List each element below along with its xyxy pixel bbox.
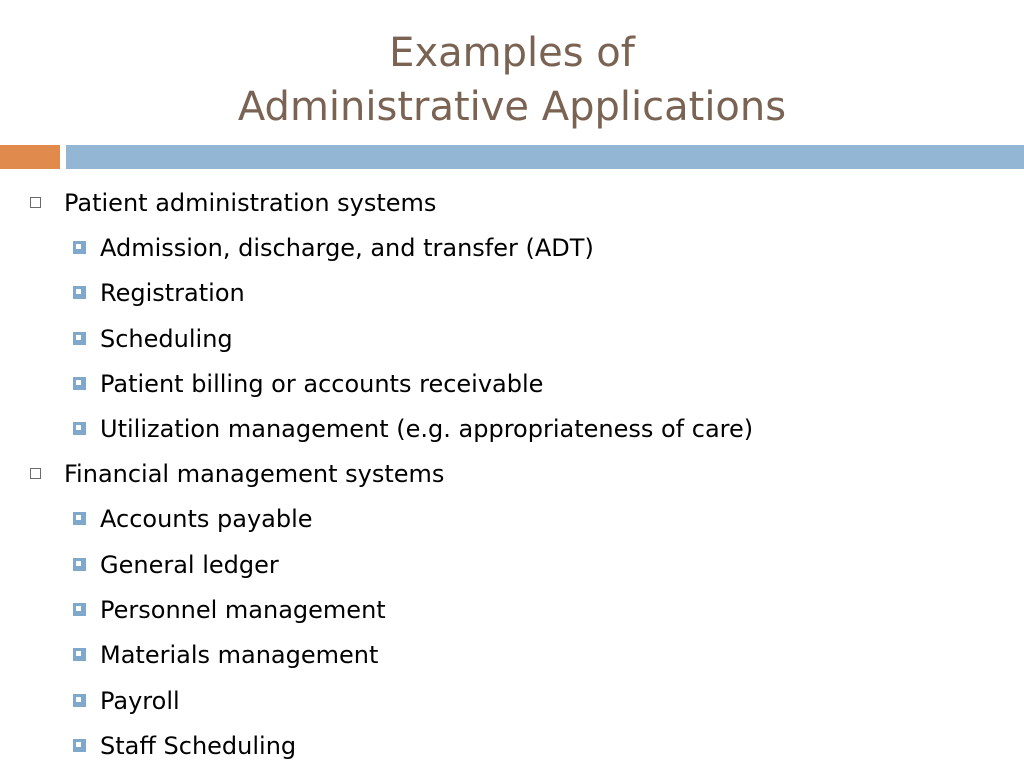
square-bullet-center bbox=[76, 244, 81, 249]
bullet-list bbox=[0, 184, 1024, 768]
square-bullet-center bbox=[76, 651, 81, 656]
list-item-text: Admission, discharge, and transfer (ADT) bbox=[100, 234, 594, 262]
list-item bbox=[0, 320, 1024, 365]
hollow-square-bullet-icon bbox=[30, 197, 41, 208]
square-bullet-icon bbox=[73, 603, 86, 616]
list-item-text: Patient billing or accounts receivable bbox=[100, 369, 544, 398]
square-bullet-icon bbox=[73, 558, 86, 571]
square-bullet-center bbox=[76, 335, 81, 340]
list-item bbox=[0, 591, 1024, 636]
list-item-text: Utilization management (e.g. appropriateness of care) bbox=[100, 415, 754, 444]
square-bullet-center bbox=[76, 697, 81, 702]
list-item bbox=[0, 365, 1024, 410]
list-item bbox=[0, 727, 1024, 768]
square-bullet-center bbox=[76, 289, 81, 294]
list-item bbox=[0, 500, 1024, 545]
square-bullet-icon bbox=[73, 241, 86, 254]
title-line-1: Examples of bbox=[389, 30, 635, 76]
list-item bbox=[0, 229, 1024, 274]
square-bullet-center bbox=[76, 425, 81, 430]
list-item-text: General ledger bbox=[100, 550, 279, 579]
list-item-text: Payroll bbox=[100, 686, 180, 715]
title-line-2: Administrative Applications bbox=[237, 84, 787, 130]
list-item bbox=[0, 274, 1024, 319]
square-bullet-icon bbox=[73, 648, 86, 661]
section-label: Financial management systems bbox=[64, 460, 445, 489]
list-item-section bbox=[0, 184, 1024, 229]
square-bullet-center bbox=[76, 561, 81, 566]
square-bullet-icon bbox=[73, 422, 86, 435]
list-item-section bbox=[0, 455, 1024, 500]
hollow-square-bullet-icon bbox=[30, 468, 41, 479]
slide-title bbox=[0, 26, 1024, 134]
list-item-text: Staff Scheduling bbox=[100, 731, 297, 760]
list-item-text: Registration bbox=[100, 279, 245, 308]
list-item-text: Accounts payable bbox=[100, 505, 313, 534]
accent-bar bbox=[0, 145, 60, 169]
section-label: Patient administration systems bbox=[64, 189, 437, 217]
list-item bbox=[0, 546, 1024, 591]
list-item bbox=[0, 636, 1024, 681]
square-bullet-icon bbox=[73, 377, 86, 390]
square-bullet-center bbox=[76, 380, 81, 385]
square-bullet-icon bbox=[73, 512, 86, 525]
list-item bbox=[0, 682, 1024, 727]
square-bullet-center bbox=[76, 515, 81, 520]
square-bullet-center bbox=[76, 606, 81, 611]
list-item bbox=[0, 410, 1024, 455]
list-item-text: Materials management bbox=[100, 641, 379, 670]
title-underline-bar bbox=[66, 145, 1024, 169]
square-bullet-center bbox=[76, 742, 81, 747]
list-item-text: Scheduling bbox=[100, 324, 233, 353]
square-bullet-icon bbox=[73, 739, 86, 752]
square-bullet-icon bbox=[73, 332, 86, 345]
square-bullet-icon bbox=[73, 286, 86, 299]
square-bullet-icon bbox=[73, 694, 86, 707]
list-item-text: Personnel management bbox=[100, 596, 386, 625]
